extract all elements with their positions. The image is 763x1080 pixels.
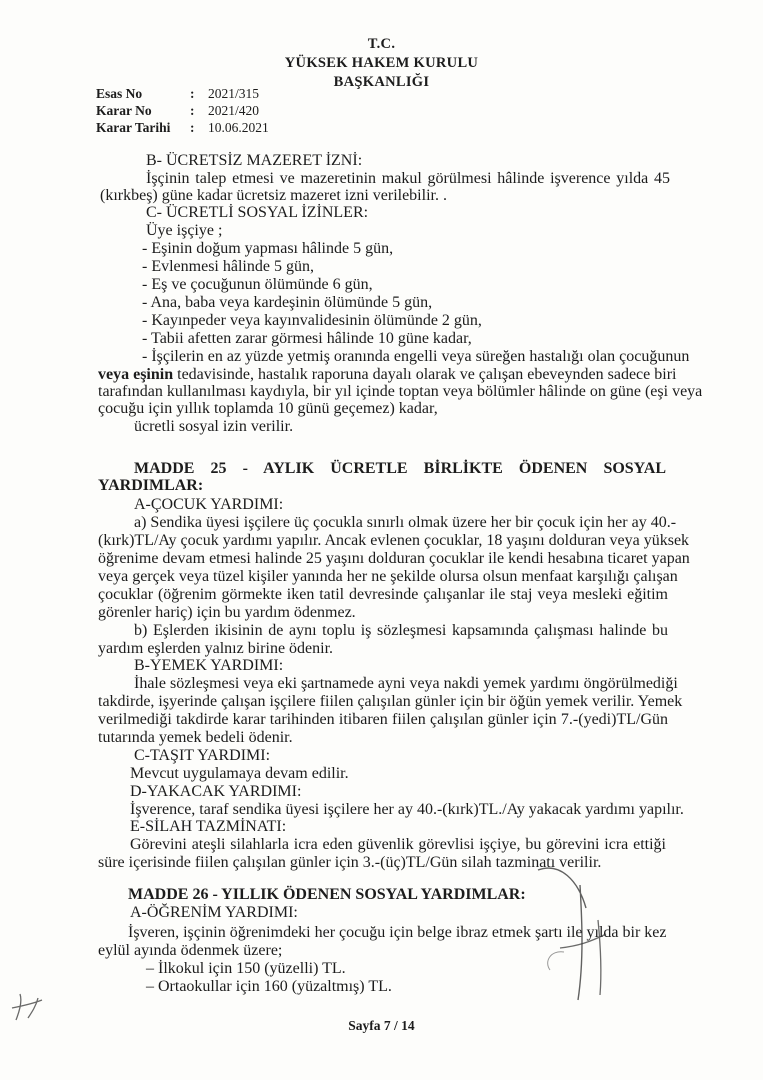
header-presidency: BAŞKANLIĞI xyxy=(333,74,430,90)
text-line: takdirde, işyerinde çalışan işçilere fiilen çalışılan günler için bir öğün yemek verilir. Yemek xyxy=(98,693,683,710)
page-number: Sayfa 7 / 14 xyxy=(348,1018,415,1033)
section-heading: A-ÖĞRENİM YARDIMI: xyxy=(130,904,298,921)
text-line: (kırk)TL/Ay çocuk yardımı yapılır. Ancak evlenen çocuklar, 18 yaşını dolduran veya yüksek xyxy=(98,532,690,549)
section-heading: D-YAKACAK YARDIMI: xyxy=(130,783,302,800)
text-line: İşçinin talep etmesi ve mazeretinin makul görülmesi hâlinde işverence yılda 45 xyxy=(146,170,670,187)
meta-value: 10.06.2021 xyxy=(208,120,269,135)
text-line: eylül ayında ödenmek üzere; xyxy=(98,942,283,959)
text-line: Üye işçiye ; xyxy=(146,222,223,239)
text-line: (kırkbeş) güne kadar ücretsiz mazeret izni verilebilir. . xyxy=(100,187,447,204)
article-heading: MADDE 26 - YILLIK ÖDENEN SOSYAL YARDIMLAR: xyxy=(128,886,526,903)
meta-sep: : xyxy=(190,86,195,101)
list-item: - İşçilerin en az yüzde yetmiş oranında engelli veya süreğen hastalığı olan çocuğunun xyxy=(142,348,690,365)
text-line-rest: tedavisinde, hastalık raporuna dayalı olarak ve çalışan ebeveynden sadece biri xyxy=(173,366,677,383)
text-line: İşverence, taraf sendika üyesi işçilere her ay 40.-(kırk)TL./Ay yakacak yardımı yapılır. xyxy=(130,801,684,818)
text-line: a) Sendika üyesi işçilere üç çocukla sınırlı olmak üzere her bir çocuk için her ay 40.- xyxy=(134,514,677,531)
meta-sep: : xyxy=(190,103,195,118)
meta-sep: : xyxy=(190,120,195,135)
article-heading-cont: YARDIMLAR: xyxy=(98,477,204,494)
bold-phrase: veya eşinin xyxy=(98,366,174,383)
text-line: b) Eşlerden ikisinin de aynı toplu iş sözleşmesi kapsamında çalışması halinde bu xyxy=(134,622,668,639)
list-item: - Ana, baba veya kardeşinin ölümünde 5 gün, xyxy=(142,294,433,311)
list-item: – İlkokul için 150 (yüzelli) TL. xyxy=(146,960,346,977)
header-institution: YÜKSEK HAKEM KURULU xyxy=(284,55,479,71)
handwritten-signature xyxy=(520,850,660,1010)
text-line: tarafından kullanılması kaydıyla, bir yıl içinde toptan veya bölümler hâlinde on güne (eşi veya xyxy=(98,383,703,400)
text-line: İşveren, işçinin öğrenimdeki her çocuğu için belge ibraz etmek şartı ile yılda bir kez xyxy=(128,924,667,941)
text-line: İhale sözleşmesi veya eki şartnamede ayni veya nakdi yemek yardımı öngörülmediği xyxy=(134,675,678,692)
section-heading: B- ÜCRETSİZ MAZERET İZNİ: xyxy=(146,152,363,169)
list-item: - Eşinin doğum yapması hâlinde 5 gün, xyxy=(142,240,394,257)
list-item: - Tabii afetten zarar görmesi hâlinde 10 güne kadar, xyxy=(142,330,472,347)
meta-value: 2021/420 xyxy=(208,103,260,118)
text-line: Görevini ateşli silahlarla icra eden güvenlik görevlisi işçiye, bu görevini icra ettiği xyxy=(130,836,666,853)
list-item: - Eş ve çocuğunun ölümünde 6 gün, xyxy=(142,276,373,293)
text-line: yardım eşlerden yalnız birine ödenir. xyxy=(98,640,334,657)
section-heading: B-YEMEK YARDIMI: xyxy=(134,657,284,674)
text-line: öğrenime devam etmesi halinde 25 yaşını dolduran çocuklar ile kendi hesabına ticaret yapan xyxy=(98,550,690,567)
section-heading: E-SİLAH TAZMİNATI: xyxy=(130,818,287,835)
text-line xyxy=(98,366,677,384)
section-heading: A-ÇOCUK YARDIMI: xyxy=(134,496,284,513)
list-item: - Kayınpeder veya kayınvalidesinin ölümünde 2 gün, xyxy=(142,312,482,329)
section-heading: C-TAŞIT YARDIMI: xyxy=(134,747,271,764)
list-item: - Evlenmesi hâlinde 5 gün, xyxy=(142,258,314,275)
meta-value: 2021/315 xyxy=(208,86,260,101)
meta-karar-tarihi xyxy=(96,120,269,136)
meta-label: Karar No xyxy=(96,103,152,118)
text-line: süre içerisinde fiilen çalışılan günler için 3.-(üç)TL/Gün silah tazminatı verilir. xyxy=(98,854,602,871)
text-line: ücretli sosyal izin verilir. xyxy=(134,418,294,435)
meta-esas xyxy=(96,86,259,102)
meta-karar xyxy=(96,103,259,119)
header-tc: T.C. xyxy=(367,36,396,52)
list-item: – Ortaokullar için 160 (yüzaltmış) TL. xyxy=(146,978,392,995)
meta-label: Karar Tarihi xyxy=(96,120,171,135)
meta-label: Esas No xyxy=(96,86,143,101)
section-heading: C- ÜCRETLİ SOSYAL İZİNLER: xyxy=(146,204,369,221)
text-line: tutarında yemek bedeli ödenir. xyxy=(98,729,293,746)
text-line: çocuklar (öğrenim görmekte iken tatil devresinde çalışanlar ile staj veya mesleki eğitim xyxy=(98,586,668,603)
text-line: verilmediği takdirde karar tarihinden itibaren fiilen çalışılan günler için 7.-(yedi)TL/Gün xyxy=(98,711,668,728)
text-line: veya gerçek veya tüzel kişiler yanında her ne şekilde olursa olsun menfaat karşılığı çalışan xyxy=(98,568,678,585)
text-line: görenler hariç) için bu yardım ödenmez. xyxy=(98,604,356,621)
text-line: çocuğu için yıllık toplamda 10 günü geçemez) kadar, xyxy=(98,400,438,417)
article-heading: MADDE 25 - AYLIK ÜCRETLE BİRLİKTE ÖDENEN SOSYAL xyxy=(134,460,666,477)
text-line: Mevcut uygulamaya devam edilir. xyxy=(130,765,349,782)
